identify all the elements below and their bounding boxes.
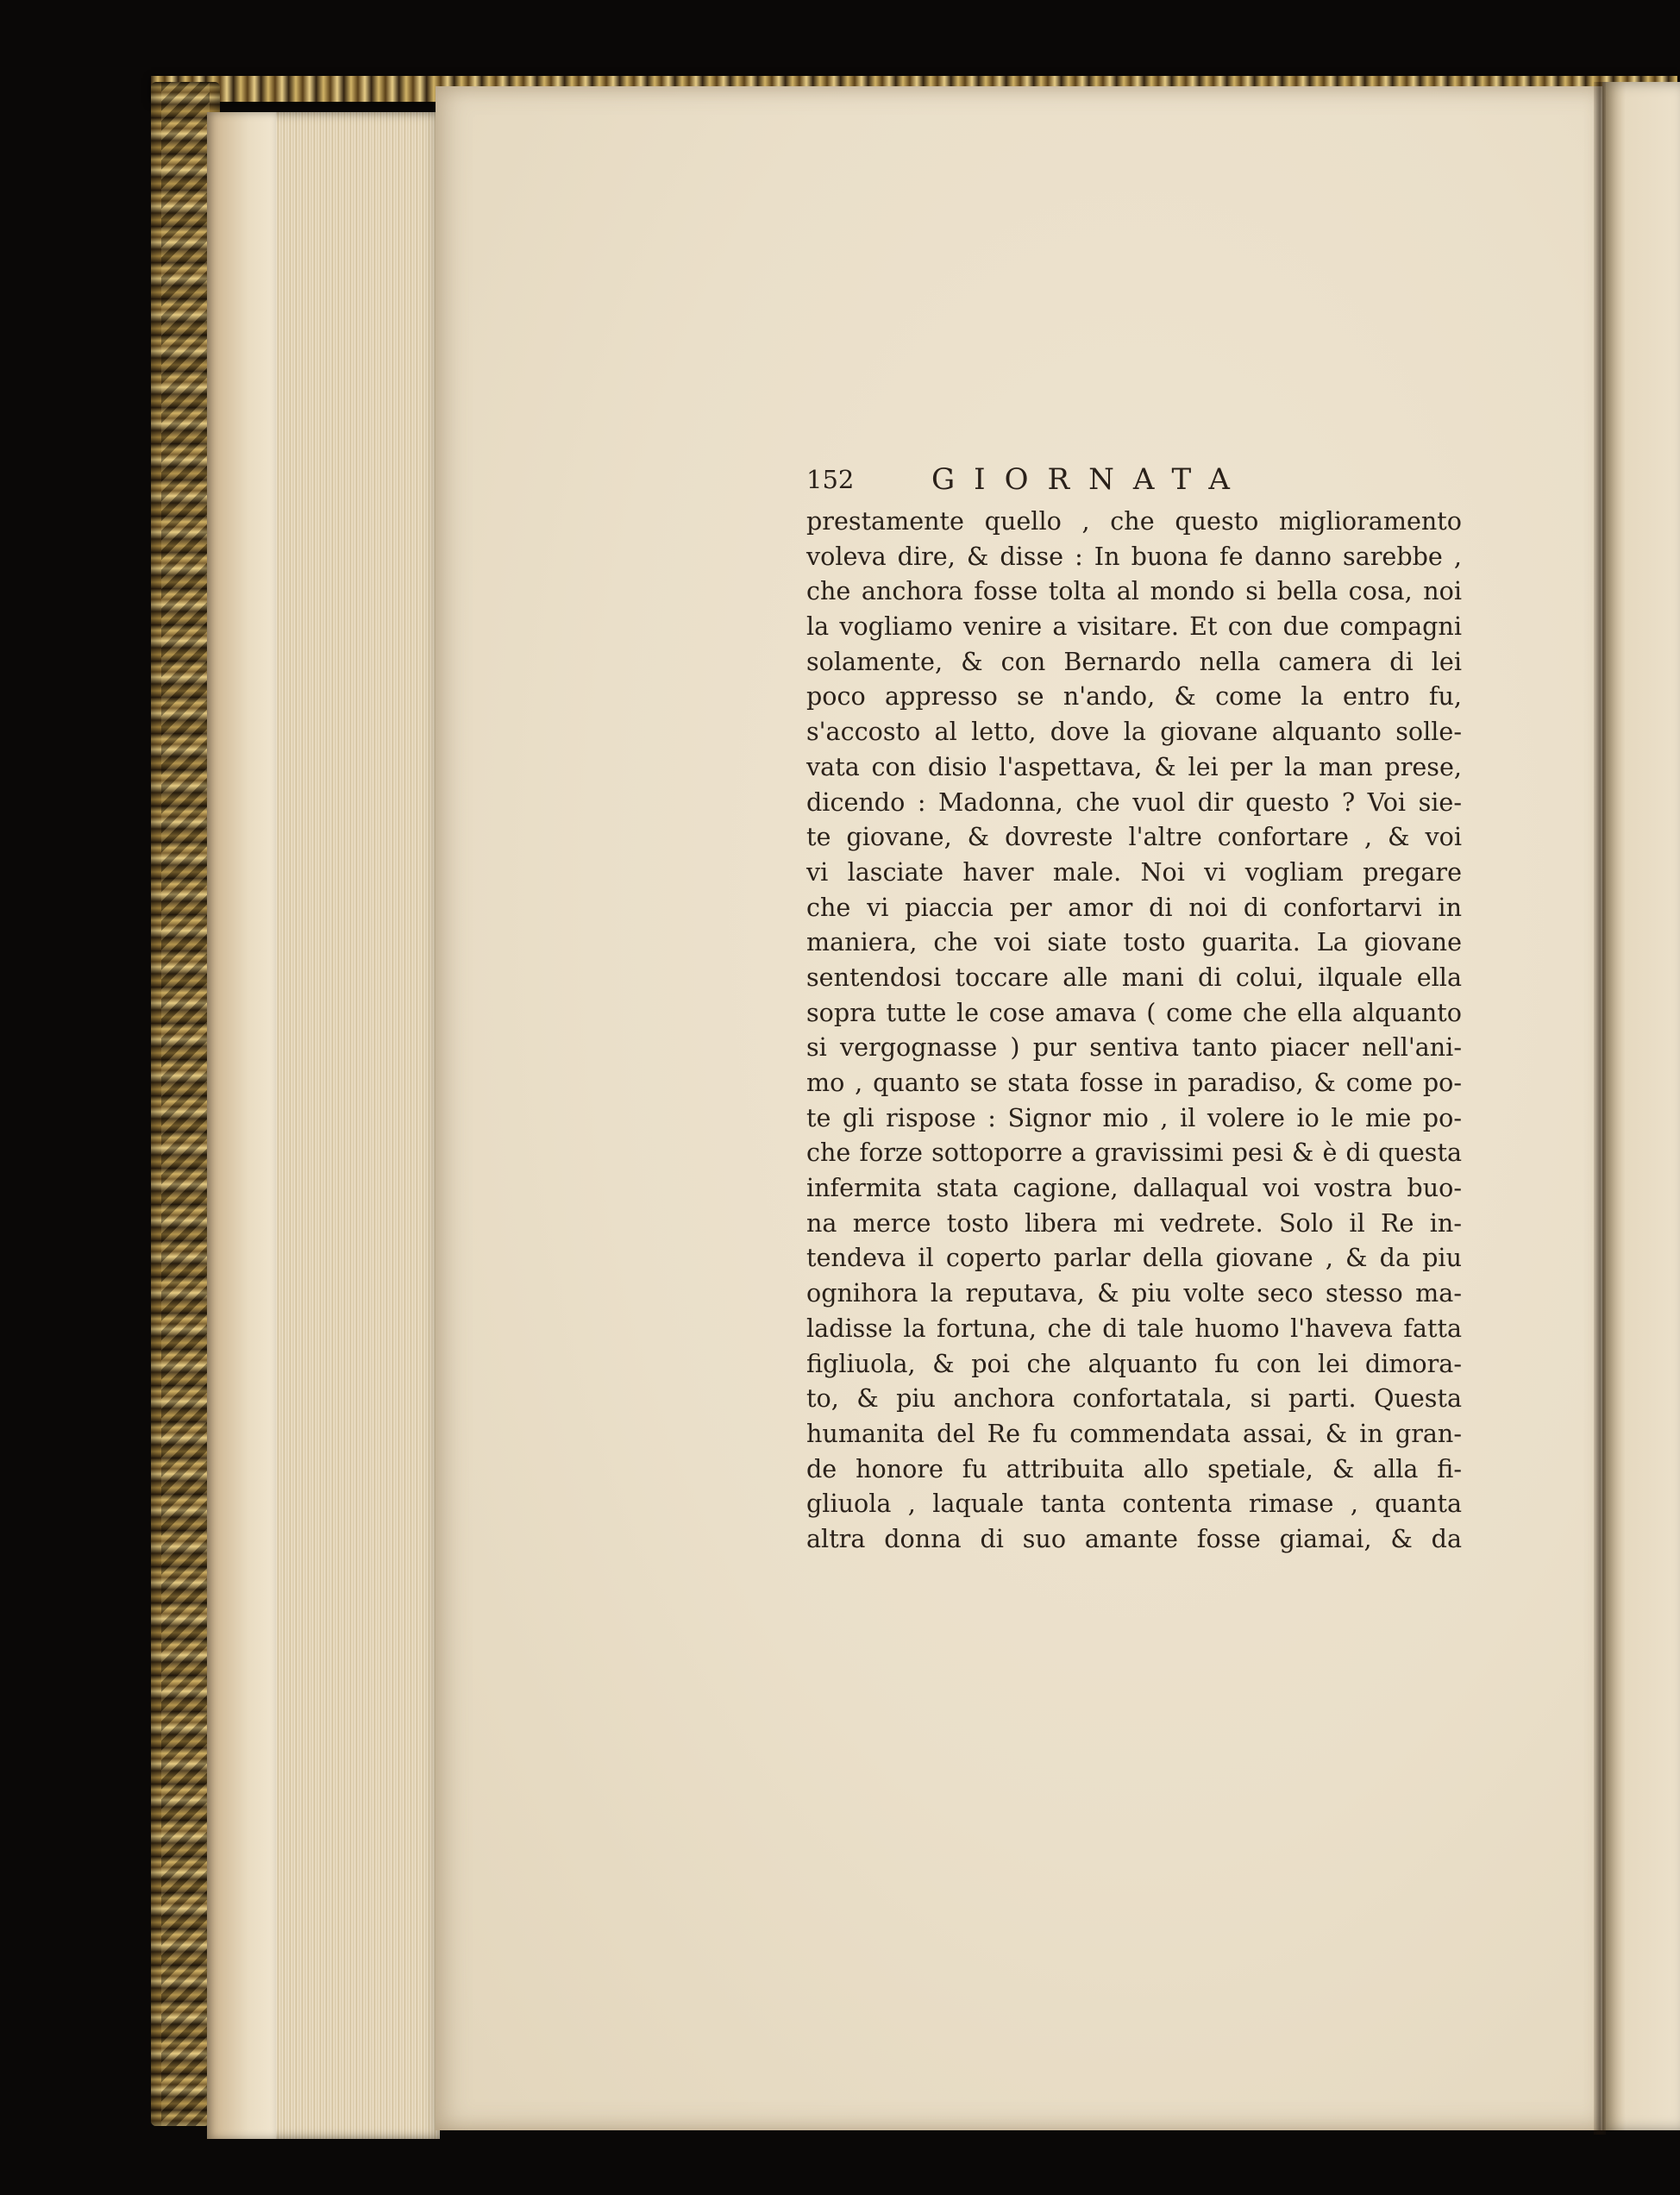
text-line: sentendosi toccare alle mani di colui, ilquale ella xyxy=(806,962,1462,992)
text-line: ladisse la fortuna, che di tale huomo l'haveva fatta xyxy=(806,1313,1462,1343)
facing-page-edge xyxy=(1602,82,1680,2130)
text-line: figliuola, & poi che alquanto fu con lei dimora- xyxy=(806,1348,1462,1378)
body-text xyxy=(806,504,1462,1557)
text-line: la vogliamo venire a visitare. Et con due compagni xyxy=(806,611,1462,642)
text-line: s'accosto al letto, dove la giovane alquanto solle- xyxy=(806,717,1462,747)
page-text-block xyxy=(806,457,1462,1557)
text-line: mo , quanto se stata fosse in paradiso, & come po- xyxy=(806,1068,1462,1097)
text-line: che vi piaccia per amor di noi di confortarvi in xyxy=(806,892,1462,922)
text-line: dicendo : Madonna, che vuol dir questo ? Voi sie- xyxy=(806,787,1462,817)
text-line: te gli rispose : Signor mio , il volere io le mie po- xyxy=(806,1102,1462,1132)
text-line: vata con disio l'aspettava, & lei per la man prese, xyxy=(806,751,1462,781)
text-line: sopra tutte le cose amava ( come che ella alquanto xyxy=(806,997,1462,1027)
text-line: ognihora la reputava, & piu volte seco stesso ma- xyxy=(806,1278,1462,1308)
text-line: si vergognasse ) pur sentiva tanto piacer nell'ani- xyxy=(806,1032,1462,1063)
text-line: gliuola , laquale tanta contenta rimase , quanta xyxy=(806,1489,1462,1519)
page-number: 152 xyxy=(806,465,855,494)
text-line: voleva dire, & disse : In buona fe danno sarebbe , xyxy=(806,541,1462,571)
text-line: infermita stata cagione, dallaqual voi vostra buo- xyxy=(806,1173,1462,1203)
book-gutter xyxy=(1594,82,1606,2135)
running-head xyxy=(806,457,1462,502)
text-line: vi lasciate haver male. Noi vi vogliam pregare xyxy=(806,856,1462,887)
text-line: to, & piu anchora confortatala, si parti. Questa xyxy=(806,1383,1462,1414)
text-line: na merce tosto libera mi vedrete. Solo il Re in- xyxy=(806,1207,1462,1238)
page-edges-shadow xyxy=(207,112,276,2139)
text-line: altra donna di suo amante fosse giamai, & da xyxy=(806,1523,1462,1553)
text-line: de honore fu attribuita allo spetiale, & alla fi- xyxy=(806,1453,1462,1483)
text-line: che anchora fosse tolta al mondo si bella cosa, noi xyxy=(806,576,1462,606)
text-line: che forze sottoporre a gravissimi pesi & è di questa xyxy=(806,1138,1462,1168)
text-line: te giovane, & dovreste l'altre confortare , & voi xyxy=(806,822,1462,852)
running-head-title: GIORNATA xyxy=(931,462,1249,497)
text-line: solamente, & con Bernardo nella camera di lei xyxy=(806,646,1462,676)
text-line: prestamente quello , che questo miglioramento xyxy=(806,506,1462,536)
text-line: tendeva il coperto parlar della giovane , & da piu xyxy=(806,1243,1462,1273)
text-line: humanita del Re fu commendata assai, & in gran- xyxy=(806,1418,1462,1448)
text-line: maniera, che voi siate tosto guarita. La giovane xyxy=(806,927,1462,957)
text-line: poco appresso se n'ando, & come la entro fu, xyxy=(806,681,1462,712)
